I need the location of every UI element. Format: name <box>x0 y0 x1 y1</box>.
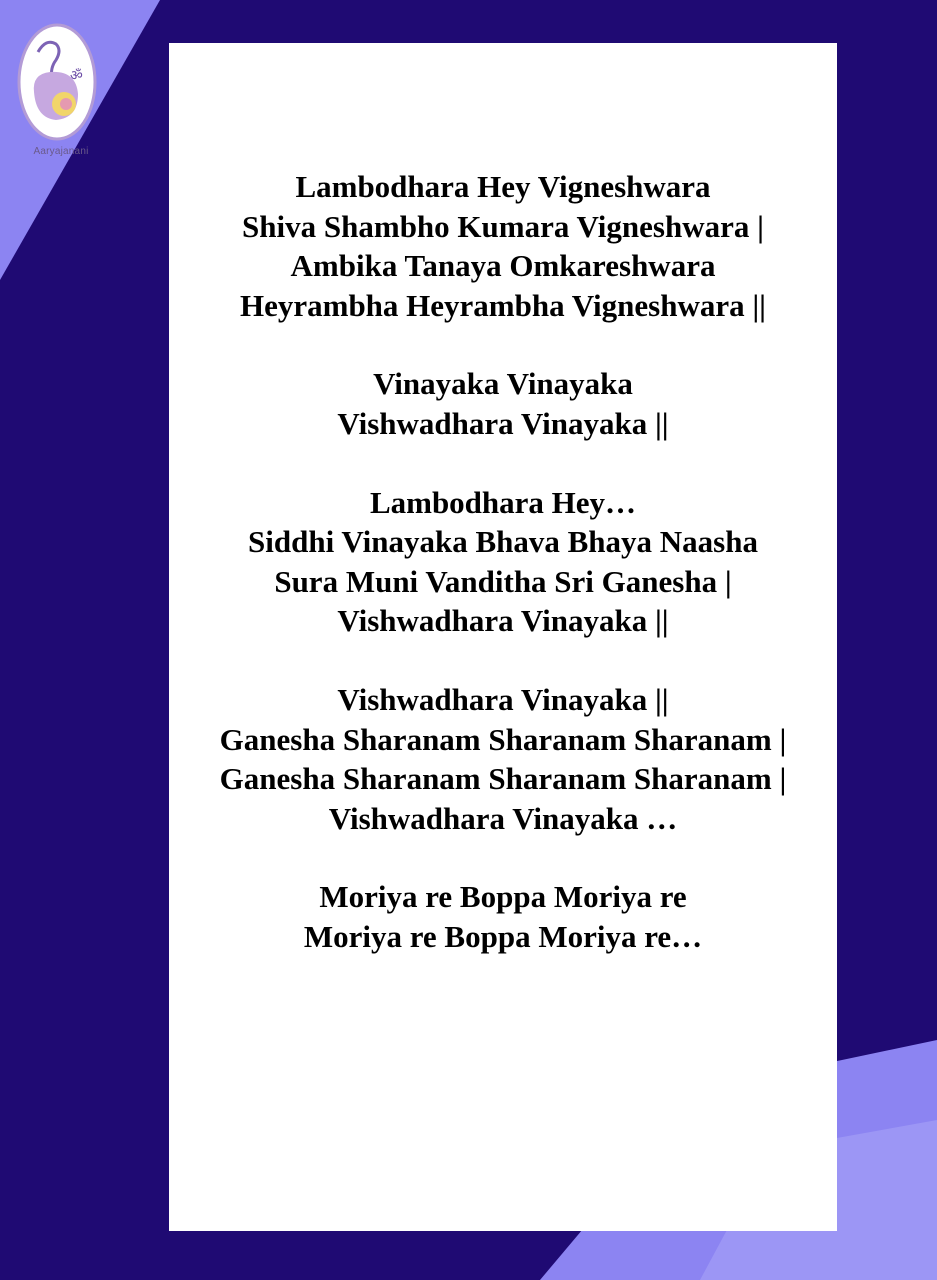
lyric-line: Moriya re Boppa Moriya re… <box>303 918 703 954</box>
svg-text:ॐ: ॐ <box>70 68 83 84</box>
lyric-line: Heyrambha Heyrambha Vigneshwara || <box>239 287 767 323</box>
pregnant-mother-om-logo-icon <box>16 22 98 146</box>
lyric-line: Lambodhara Hey Vigneshwara <box>295 169 711 204</box>
stanza <box>169 364 837 443</box>
lyric-line: Siddhi Vinayaka Bhava Bhaya Naasha <box>248 524 758 560</box>
stanza <box>169 877 837 956</box>
lyric-line: Ambika Tanaya Omkareshwara <box>290 248 716 284</box>
lyric-line: Moriya re Boppa Moriya re <box>319 879 687 915</box>
lyric-line: Shiva Shambho Kumara Vigneshwara | <box>242 208 764 244</box>
lyric-line: Vinayaka Vinayaka <box>373 366 633 402</box>
lyric-line: Vishwadhara Vinayaka || <box>337 681 669 717</box>
logo-name: Aaryajanani <box>33 146 89 157</box>
lyric-line: Vishwadhara Vinayaka … <box>328 800 678 836</box>
stanza <box>169 483 837 641</box>
lyric-line: Lambodhara Hey… <box>369 484 637 520</box>
stanza <box>169 680 837 838</box>
lyric-line: Ganesha Sharanam Sharanam Sharanam | <box>219 721 787 757</box>
lyric-line: Vishwadhara Vinayaka || <box>337 405 669 441</box>
lyric-line: Vishwadhara Vinayaka || <box>337 603 669 639</box>
lyrics-card <box>169 43 837 1231</box>
stanza <box>169 167 837 325</box>
lyric-line: Sura Muni Vanditha Sri Ganesha | <box>274 563 732 599</box>
lyric-line: Ganesha Sharanam Sharanam Sharanam | <box>219 761 787 797</box>
lyrics <box>169 167 837 996</box>
